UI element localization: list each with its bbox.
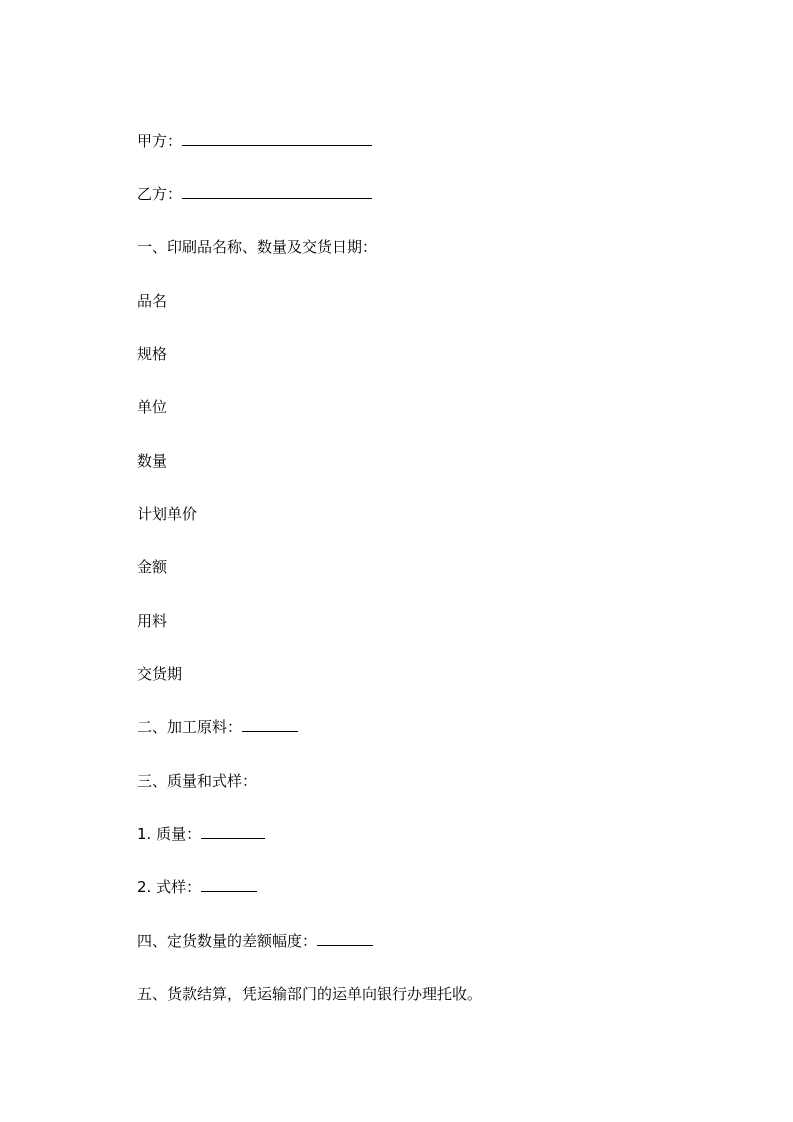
item-delivery-date: 交货期 [137,665,183,683]
party-a-line [137,131,372,151]
section3-item1-line [137,824,265,844]
item-amount: 金额 [137,558,168,576]
item-quantity: 数量 [137,452,168,470]
section2-blank [242,717,298,732]
section5-text: 五、货款结算，凭运输部门的运单向银行办理托收。 [137,985,483,1003]
section2-label: 二、加工原料： [137,718,243,736]
section3-item2-line [137,877,257,897]
item-planned-unit-price: 计划单价 [137,505,198,523]
party-a-blank [182,131,372,146]
item-specification: 规格 [137,345,168,363]
section4-line [137,931,373,951]
section4-blank [317,931,373,946]
style-label: 2. 式样： [137,878,202,896]
item-unit: 单位 [137,398,168,416]
party-b-line [137,184,372,204]
section4-label: 四、定货数量的差额幅度： [137,932,318,950]
item-product-name: 品名 [137,292,168,310]
section3-heading: 三、质量和式样： [137,772,258,790]
style-blank [201,877,257,892]
party-a-label: 甲方： [137,132,183,150]
item-material: 用料 [137,612,168,630]
quality-label: 1. 质量： [137,825,202,843]
party-b-blank [182,184,372,199]
section2-line [137,717,298,737]
quality-blank [201,824,265,839]
party-b-label: 乙方： [137,185,183,203]
section1-heading: 一、印刷品名称、数量及交货日期： [137,238,378,256]
